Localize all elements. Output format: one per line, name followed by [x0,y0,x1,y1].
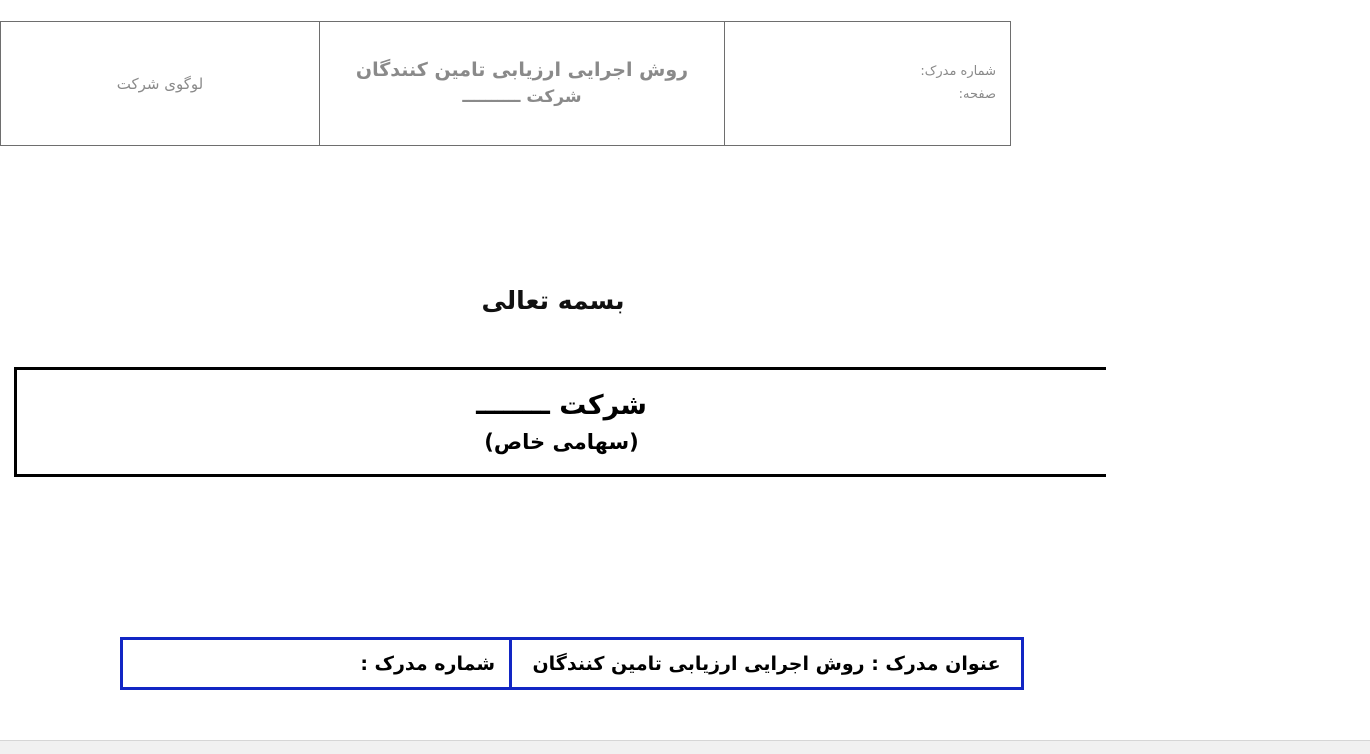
document-header-table [0,21,1106,146]
header-title-main: روش اجرایی ارزیابی تامین کنندگان [355,59,689,82]
company-logo-placeholder: لوگوی شرکت [116,74,204,93]
table-row [122,639,1023,689]
header-logo-cell [1,22,320,146]
company-name: شرکت ــــــــ [476,390,647,421]
table-row [1,22,1107,146]
header-meta-cell [725,22,1011,146]
company-type: (سهامی خاص) [484,429,639,454]
header-title-cell [320,22,725,146]
page-label: صفحه: [958,86,996,102]
header-title-sub: شرکت ــــــــــ [462,86,582,107]
header-meta-lines [725,61,1010,107]
header-pad-cell [1011,22,1107,146]
page-gutter [1106,0,1370,740]
document-number-cell: شماره مدرک : [122,639,511,689]
doc-number-label: شماره مدرک: [920,63,996,79]
besmeh-taali-heading: بسمه تعالی [481,286,625,315]
document-title-cell: عنوان مدرک : روش اجرایی ارزیابی تامین کنندگان [511,639,1023,689]
company-name-box [14,367,1106,477]
document-identity-table [120,637,1024,690]
viewer-bottom-strip [0,740,1370,754]
